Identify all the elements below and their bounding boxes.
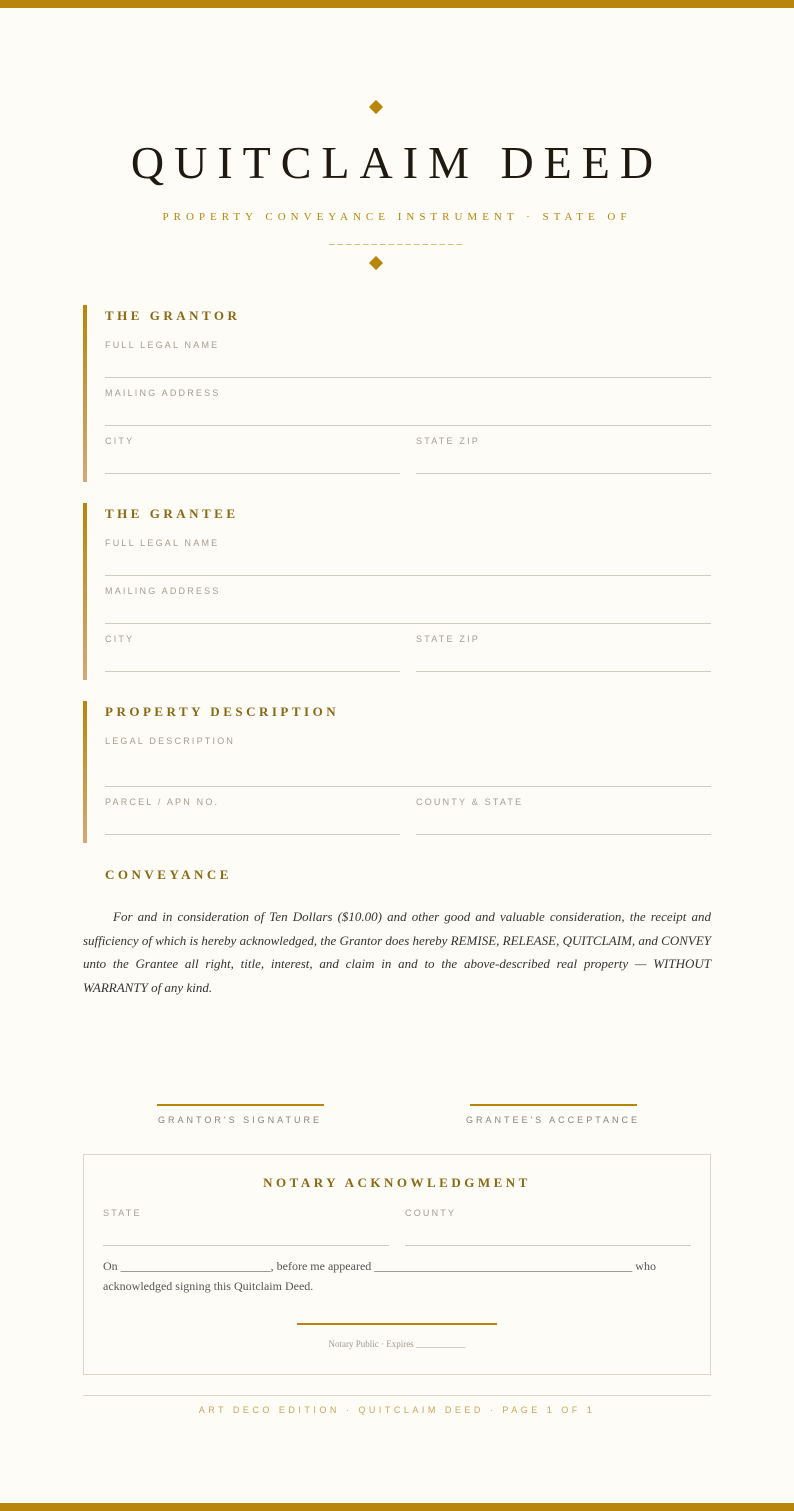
grantor-section (83, 305, 711, 482)
county-state-field[interactable] (416, 834, 711, 835)
notary-expiration: Notary Public · Expires ___________ (328, 1339, 466, 1349)
bottom-accent-bar (0, 1503, 794, 1511)
grantor-name-field[interactable] (105, 377, 711, 378)
grantee-name-field[interactable] (105, 575, 711, 576)
grantor-mailing-field[interactable] (105, 425, 711, 426)
legal-description-field[interactable] (105, 786, 711, 787)
section-accent-rule (83, 305, 87, 482)
grantee-city-field[interactable] (105, 671, 400, 672)
property-heading: PROPERTY DESCRIPTION (105, 704, 340, 719)
section-accent-rule (83, 503, 87, 680)
document-subtitle: PROPERTY CONVEYANCE INSTRUMENT · STATE OF (162, 211, 632, 223)
grantor-city-field[interactable] (105, 473, 400, 474)
grantee-mailing-field[interactable] (105, 623, 711, 624)
parcel-label: PARCEL / APN NO. (105, 797, 220, 807)
notary-heading: NOTARY ACKNOWLEDGMENT (263, 1175, 531, 1190)
footer-divider (83, 1395, 711, 1396)
grantee-signature-label: GRANTEE'S ACCEPTANCE (465, 1115, 641, 1125)
page-footer: ART DECO EDITION · QUITCLAIM DEED · PAGE 1 OF 1 (198, 1405, 596, 1415)
grantee-name-label: FULL LEGAL NAME (105, 538, 220, 548)
diamond-ornament-icon (369, 256, 383, 270)
grantor-heading: THE GRANTOR (105, 308, 241, 323)
conveyance-clause: For and in consideration of Ten Dollars ($10.00) and other good and valuable consideration, the receipt and sufficiency of which is hereby acknowledged, the Grantor does hereby REMISE, RELEASE, QUITCLAIM, and CONVEY unto the Grantee all right, title, interest, and claim in and to the above-described real property — WITHOUT WARRANTY of any kind. (83, 909, 711, 995)
grantor-state-zip-label: STATE ZIP (416, 436, 480, 446)
grantee-state-zip-label: STATE ZIP (416, 634, 480, 644)
notary-state-label: STATE (103, 1208, 142, 1218)
notary-county-field[interactable] (405, 1245, 691, 1246)
notary-signature-line[interactable] (297, 1323, 497, 1325)
notary-statement: On _________________________, before me appeared ___________________________________________ who acknowledged signing this Quitclaim Deed. (103, 1259, 656, 1293)
conveyance-heading: CONVEYANCE (105, 867, 232, 882)
grantee-state-zip-field[interactable] (416, 671, 711, 672)
state-blank[interactable]: ________________ (329, 234, 465, 246)
grantor-signature-label: GRANTOR'S SIGNATURE (158, 1115, 322, 1125)
section-accent-rule (83, 701, 87, 843)
notary-county-label: COUNTY (405, 1208, 457, 1218)
document-title: QUITCLAIM DEED (130, 137, 664, 188)
parcel-field[interactable] (105, 834, 400, 835)
top-accent-bar (0, 0, 794, 8)
grantee-heading: THE GRANTEE (105, 506, 239, 521)
grantor-signature-line[interactable] (157, 1104, 324, 1106)
grantor-city-label: CITY (105, 436, 135, 446)
property-section (83, 701, 711, 843)
grantee-section (83, 503, 711, 680)
grantor-name-label: FULL LEGAL NAME (105, 340, 220, 350)
grantor-state-zip-field[interactable] (416, 473, 711, 474)
county-state-label: COUNTY & STATE (416, 797, 524, 807)
diamond-ornament-icon (369, 100, 383, 114)
grantee-signature-line[interactable] (470, 1104, 637, 1106)
grantee-city-label: CITY (105, 634, 135, 644)
grantee-mailing-label: MAILING ADDRESS (105, 586, 221, 596)
notary-state-field[interactable] (103, 1245, 389, 1246)
grantor-mailing-label: MAILING ADDRESS (105, 388, 221, 398)
legal-description-label: LEGAL DESCRIPTION (105, 736, 236, 746)
